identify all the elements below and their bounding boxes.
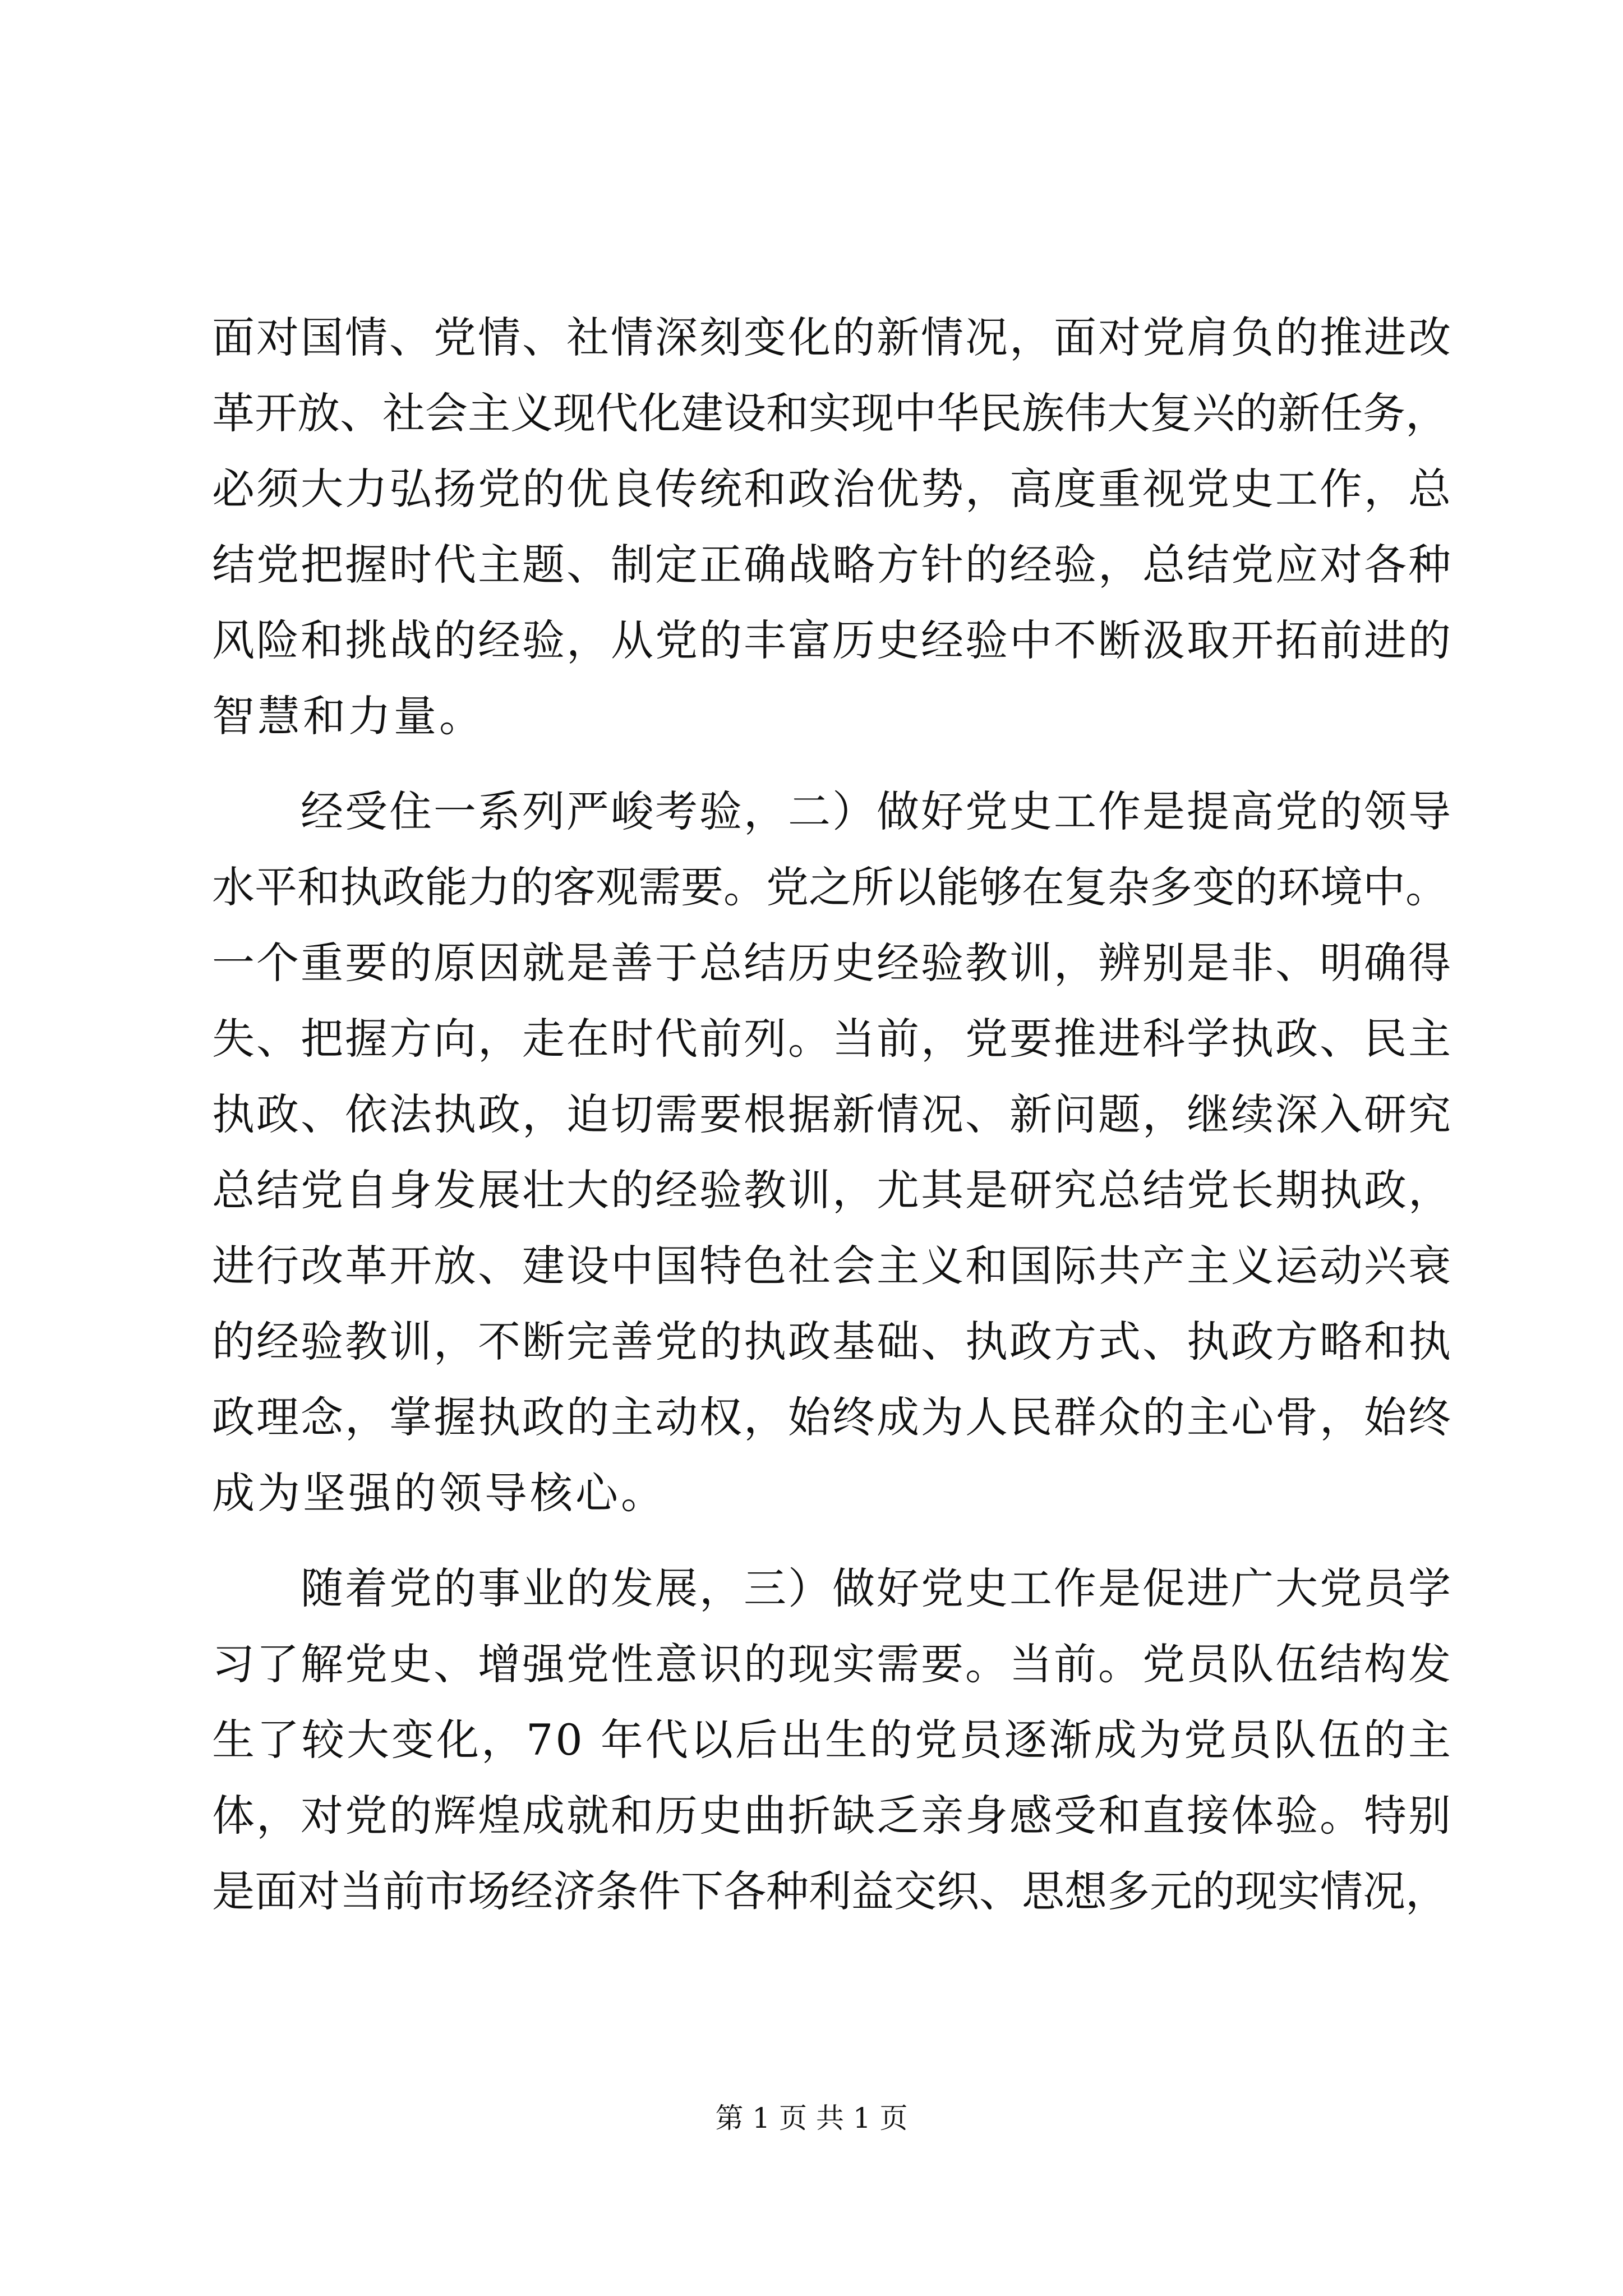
text-line: 是面对当前市场经济条件下各种利益交织、思想多元的现实情况， xyxy=(212,1866,1448,1916)
text-line: 一个重要的原因就是善于总结历史经验教训，辨别是非、明确得 xyxy=(212,938,1453,988)
text-line: 习了解党史、增强党性意识的现实需要。当前。党员队伍结构发 xyxy=(212,1639,1453,1689)
paragraph-first-line: 经受住一系列严峻考验，二）做好党史工作是提高党的领导 xyxy=(301,786,1453,836)
text-line: 执政、依法执政，迫切需要根据新情况、新问题，继续深入研究 xyxy=(212,1089,1453,1139)
text-line: 革开放、社会主义现代化建设和实现中华民族伟大复兴的新任务， xyxy=(212,388,1448,438)
text-line: 结党把握时代主题、制定正确战略方针的经验，总结党应对各种 xyxy=(212,540,1453,590)
paragraph-first-line: 随着党的事业的发展，三）做好党史工作是促进广大党员学 xyxy=(301,1563,1453,1613)
text-line: 政理念，掌握执政的主动权，始终成为人民群众的主心骨，始终 xyxy=(212,1392,1453,1442)
text-line: 成为坚强的领导核心。 xyxy=(212,1468,666,1518)
text-line: 风险和挑战的经验，从党的丰富历史经验中不断汲取开拓前进的 xyxy=(212,615,1453,665)
text-line: 的经验教训，不断完善党的执政基础、执政方式、执政方略和执 xyxy=(212,1317,1453,1366)
text-line: 生了较大变化，70 年代以后出生的党员逐渐成为党员队伍的主 xyxy=(212,1715,1453,1765)
page-number-footer: 第 1 页 共 1 页 xyxy=(715,2102,908,2134)
text-line: 智慧和力量。 xyxy=(212,691,485,741)
text-line: 体，对党的辉煌成就和历史曲折缺乏亲身感受和直接体验。特别 xyxy=(212,1791,1453,1841)
text-line: 水平和执政能力的客观需要。党之所以能够在复杂多变的环境中。 xyxy=(212,862,1448,912)
text-line: 总结党自身发展壮大的经验教训，尤其是研究总结党长期执政， xyxy=(212,1165,1453,1215)
text-line: 必须大力弘扬党的优良传统和政治优势，高度重视党史工作，总 xyxy=(212,464,1453,514)
text-line: 进行改革开放、建设中国特色社会主义和国际共产主义运动兴衰 xyxy=(212,1241,1453,1291)
text-line: 失、把握方向，走在时代前列。当前，党要推进科学执政、民主 xyxy=(212,1014,1453,1064)
text-line: 面对国情、党情、社情深刻变化的新情况，面对党肩负的推进改 xyxy=(212,312,1453,362)
